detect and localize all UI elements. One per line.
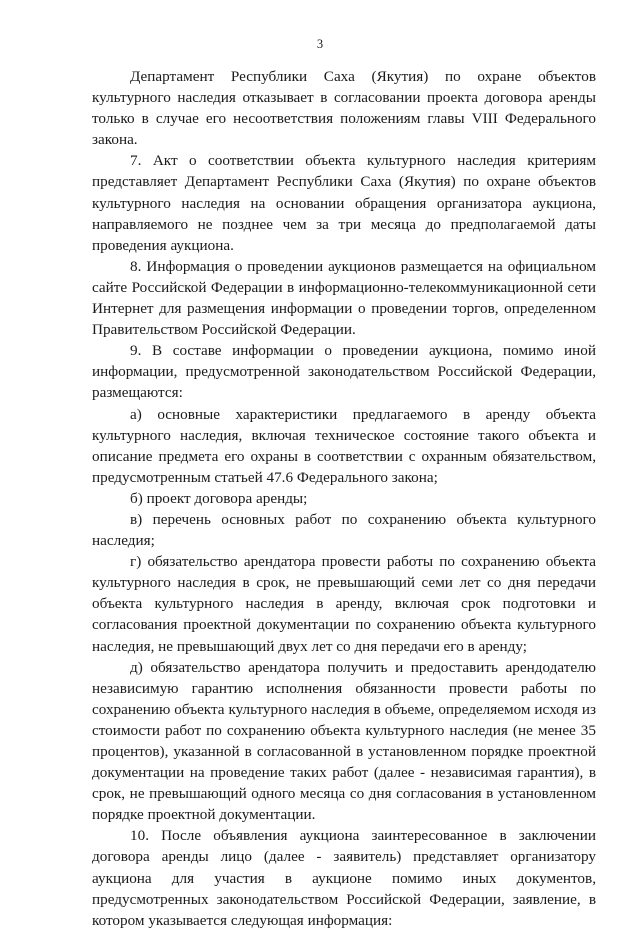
paragraph-8: 8. Информация о проведении аукционов размещается на официальном сайте Российской Федерации в информационно-телекоммуникационной сети Интернет для размещения информации о проведении торгов, определенном Правительством Российской Федерации. (92, 257, 596, 339)
paragraph-10: 10. После объявления аукциона заинтересованное в заключении договора аренды лицо (далее - заявитель) представляет организатору аукциона для участия в аукционе помимо иных документов, предусмотренных законодательством Российской Федерации, заявление, в котором указывается следующая информация: (92, 827, 596, 929)
paragraph-9-item-g: г) обязательство арендатора провести работы по сохранению объекта культурного наследия в срок, не превышающий семи лет со дня передачи объекта культурного наследия в аренду, включая срок подготовки и согласования проектной документации по сохранению объекта культурного наследия, не превышающий двух лет со дня передачи его в аренду; (92, 553, 596, 655)
paragraph-refusal-clause: Департамент Республики Саха (Якутия) по охране объектов культурного наследия отказывает в согласовании проекта договора аренды только в случае его несоответствия положениям главы VIII Федерального закона. (92, 68, 596, 149)
paragraph-7: 7. Акт о соответствии объекта культурного наследия критериям представляет Департамент Республики Саха (Якутия) по охране объектов культурного наследия на основании обращения организатора аукциона, направляемого не позднее чем за три месяца до предполагаемой даты проведения аукциона. (92, 152, 596, 254)
document-body (92, 66, 596, 931)
paragraph-9-item-a: а) основные характеристики предлагаемого в аренду объекта культурного наследия, включая техническое состояние такого объекта и описание предмета его охраны в соответствии с охранным обязательством, предусмотренным статьей 47.6 Федерального закона; (92, 405, 596, 486)
paragraph-9-item-v: в) перечень основных работ по сохранению объекта культурного наследия; (92, 510, 596, 550)
page-number: 3 (316, 37, 324, 51)
paragraph-9-item-d: д) обязательство арендатора получить и предоставить арендодателю независимую гарантию исполнения обязанности провести работы по сохранению объекта культурного наследия в объеме, определяемом исходя из стоимости работ по сохранению объекта культурного наследия (не менее 35 процентов), указанной в согласованной в установленном порядке проектной документации на проведение таких работ (далее - независимая гарантия), в срок, не превышающий одного месяца со дня согласования в установленном порядке проектной документации. (92, 658, 596, 824)
paragraph-9: 9. В составе информации о проведении аукциона, помимо иной информации, предусмотренной законодательством Российской Федерации, размещаются: (92, 342, 596, 402)
paragraph-9-item-b: б) проект договора аренды; (130, 489, 308, 507)
